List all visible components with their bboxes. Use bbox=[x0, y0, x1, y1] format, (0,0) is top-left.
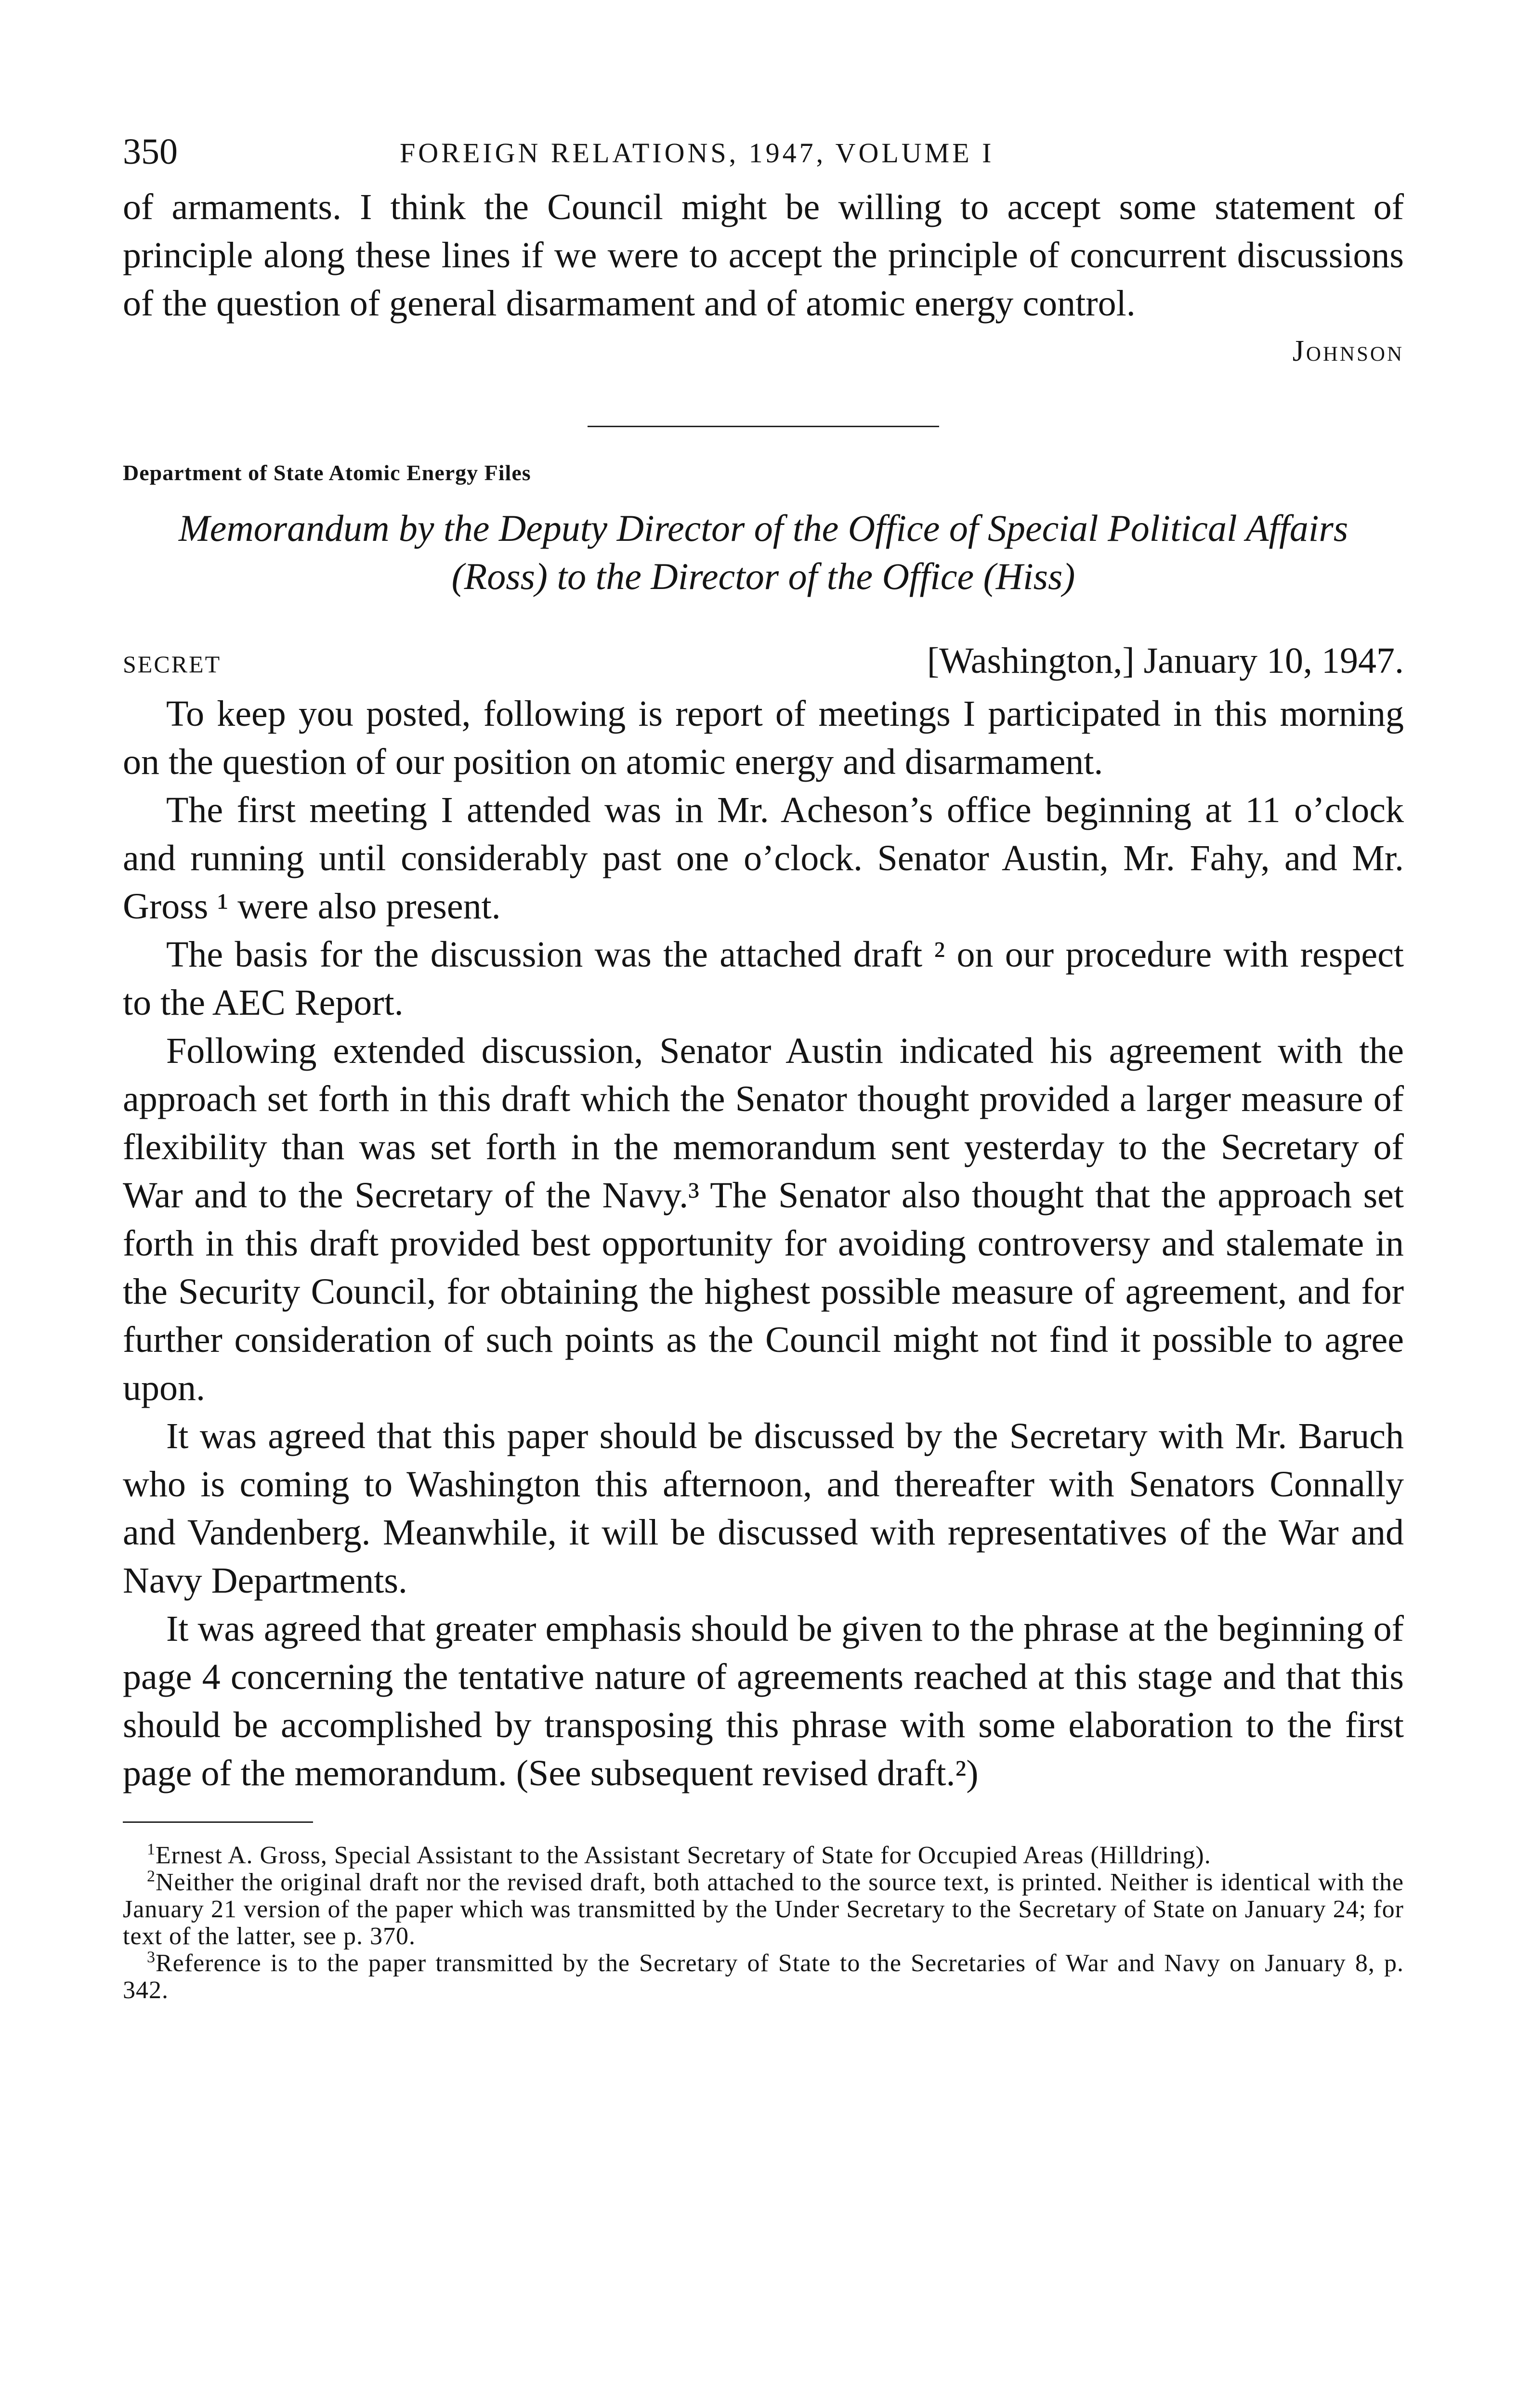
footnote-divider bbox=[123, 1821, 313, 1823]
document-page bbox=[123, 130, 1404, 2004]
signature: Johnson bbox=[1292, 335, 1404, 367]
document-title: Memorandum by the Deputy Director of the Office of Special Political Affairs (Ross) to the Director of the Office (Hiss) bbox=[178, 507, 1348, 597]
running-title: FOREIGN RELATIONS, 1947, VOLUME I bbox=[400, 137, 995, 169]
body-paragraph: It was agreed that greater emphasis should be given to the phrase at the beginning of page 4 concerning the tentative nature of agreements reached at this stage and that this should be accomplished by transposing this phrase with some elaboration to the first page of the memorandum. (See subsequent revised draft.²) bbox=[123, 1609, 1404, 1793]
classification-label: SECRET bbox=[123, 651, 222, 678]
continuation-paragraph: of armaments. I think the Council might be willing to accept some statement of principle along these lines if we were to accept the principle of concurrent discussions of the question of general disarmament and of atomic energy control. bbox=[123, 187, 1404, 324]
footnote-number: 3 bbox=[147, 1948, 156, 1966]
body-paragraph: Following extended discussion, Senator Austin indicated his agreement with the approach set forth in this draft which the Senator thought provided a larger measure of flexibility than was set forth in the memorandum sent yesterday to the Secretary of War and to the Secretary of the Navy.³ The Senator also thought that the approach set forth in this draft provided best opportunity for avoiding controversy and stalemate in the Security Council, for obtaining the highest possible measure of agreement, and for further consideration of such points as the Council might not find it possible to agree upon. bbox=[123, 1031, 1404, 1408]
footnote bbox=[123, 1842, 1404, 1869]
footnote-number: 2 bbox=[147, 1867, 156, 1885]
footnote-number: 1 bbox=[147, 1840, 156, 1858]
dateline-row bbox=[123, 637, 1404, 690]
footnote bbox=[123, 1869, 1404, 1950]
body-paragraph: It was agreed that this paper should be discussed by the Secretary with Mr. Baruch who is coming to Washington this afternoon, and thereafter with Senators Connally and Vandenberg. Meanwhile, it will be discussed with representatives of the War and Navy Departments. bbox=[123, 1416, 1404, 1601]
page-number: 350 bbox=[123, 131, 178, 172]
section-divider bbox=[588, 426, 939, 427]
footnote-text: Ernest A. Gross, Special Assistant to the Assistant Secretary of State for Occupied Areas (Hilldring). bbox=[156, 1842, 1211, 1869]
body-paragraph: The first meeting I attended was in Mr. Acheson’s office beginning at 11 o’clock and running until considerably past one o’clock. Senator Austin, Mr. Fahy, and Mr. Gross ¹ were also present. bbox=[123, 790, 1404, 927]
dateline: [Washington,] January 10, 1947. bbox=[927, 641, 1404, 681]
footnote-text: Reference is to the paper transmitted by the Secretary of State to the Secretaries of War and Navy on January 8, p. 342. bbox=[123, 1950, 1404, 2004]
source-line: Department of State Atomic Energy Files bbox=[123, 460, 531, 485]
body-paragraph: The basis for the discussion was the attached draft ² on our procedure with respect to the AEC Report. bbox=[123, 934, 1404, 1023]
running-head bbox=[123, 130, 1404, 183]
footnote bbox=[123, 1950, 1404, 2004]
body-paragraph: To keep you posted, following is report of meetings I participated in this morning on the question of our position on atomic energy and disarmament. bbox=[123, 694, 1404, 782]
footnote-text: Neither the original draft nor the revised draft, both attached to the source text, is printed. Neither is identical with the January 21 version of the paper which was transmitted by the Under Secretary to the Secretary of State on January 24; for text of the latter, see p. 370. bbox=[123, 1869, 1404, 1950]
